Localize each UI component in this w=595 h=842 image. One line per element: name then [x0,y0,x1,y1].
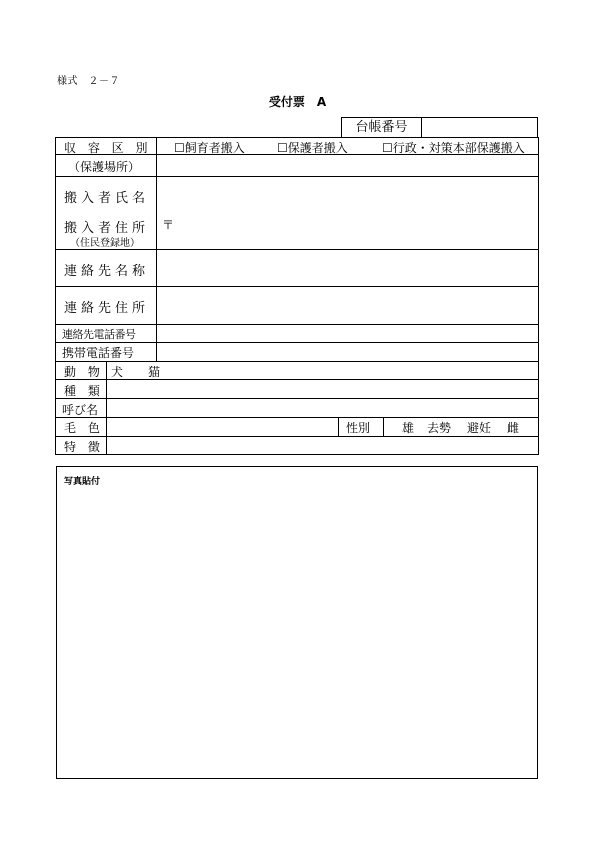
row-divider [56,342,538,343]
features-label: 特 徴 [64,440,104,454]
sex-option-male[interactable]: 雄 [402,421,415,435]
carrier-name-label: 搬入者氏名 [64,191,150,206]
form-title: 受付票 A [268,95,327,109]
sex-option-spayed[interactable]: 避妊 [467,421,492,435]
photo-attachment-label: 写真貼付 [64,477,101,487]
reception-form-table [55,137,539,455]
mobile-phone-label: 携帯電話番号 [62,346,135,360]
species-option-cat[interactable]: 猫 [148,365,161,379]
ledger-number-box [341,117,538,137]
row-divider [56,361,538,362]
contact-phone-field[interactable] [160,326,534,340]
row-divider [56,249,538,250]
contact-name-label: 連絡先名称 [64,264,150,279]
call-name-label: 呼び名 [62,403,99,417]
photo-attachment-area[interactable] [56,466,538,779]
row-divider [56,324,538,325]
coat-color-field[interactable] [111,419,335,433]
carrier-name-field[interactable] [160,187,534,203]
reception-type-option-protector[interactable]: ☐保護者搬入 [277,141,348,155]
reception-type-option-owner[interactable]: ☐飼育者搬入 [174,141,245,155]
features-field[interactable] [111,438,531,452]
protection-place-field[interactable] [160,158,534,174]
mobile-phone-field[interactable] [160,344,534,358]
reception-type-option-government[interactable]: ☐行政・対策本部保護搬入 [382,141,525,155]
column-divider [106,361,107,454]
breed-field[interactable] [111,382,531,396]
coat-color-label: 毛 色 [64,421,104,435]
sex-option-neutered[interactable]: 去勢 [427,421,452,435]
call-name-field[interactable] [111,401,531,415]
protection-place-label: （保護場所） [68,160,141,174]
contact-address-field[interactable] [160,297,534,313]
column-divider [156,138,157,361]
carrier-address-field[interactable]: 〒 [162,218,175,232]
species-option-dog[interactable]: 犬 [111,365,124,379]
sex-option-female[interactable]: 雌 [507,421,520,435]
row-divider [56,398,538,399]
form-code: 様式 ２－７ [57,76,120,87]
contact-name-field[interactable] [160,260,534,276]
column-divider [338,417,339,436]
row-divider [56,176,538,177]
reception-type-label: 収 容 区 別 [64,141,152,155]
ledger-number-field[interactable] [422,118,537,137]
row-divider [56,379,538,380]
carrier-address-sublabel: （住民登録地） [70,238,140,249]
carrier-address-label: 搬入者住所 [64,221,150,236]
ledger-number-label: 台帳番号 [342,118,422,137]
column-divider [383,417,384,436]
contact-phone-label: 連絡先電話番号 [62,328,136,341]
contact-address-label: 連絡先住所 [64,301,150,316]
row-divider [56,436,538,437]
animal-species-label: 動 物 [64,365,104,379]
sex-label: 性別 [346,421,371,435]
breed-label: 種 類 [64,384,104,398]
row-divider [56,286,538,287]
row-divider [56,417,538,418]
